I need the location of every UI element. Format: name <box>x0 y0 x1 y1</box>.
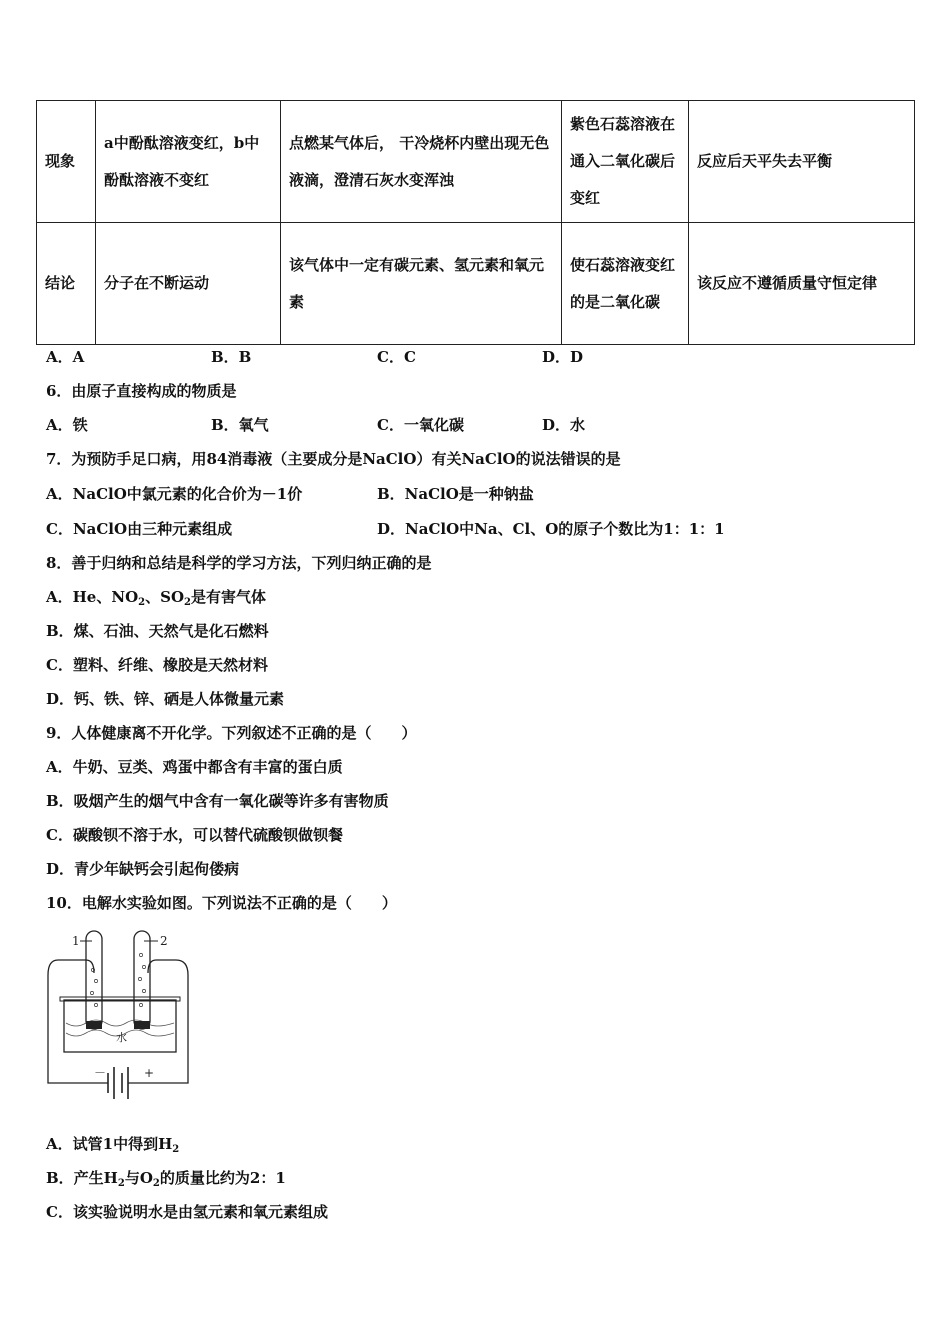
table-cell: 使石蕊溶液变红的是二氧化碳 <box>562 223 689 345</box>
q7-option-a[interactable]: A．NaClO中氯元素的化合价为－1价 <box>46 485 303 503</box>
q9-option-c[interactable]: C．碳酸钡不溶于水，可以替代硫酸钡做钡餐 <box>46 826 343 844</box>
q8-option-a[interactable]: A．He、$NO_2$、$SO_2$是有害气体 <box>46 588 266 608</box>
q6-option-b[interactable]: B．氧气 <box>211 416 269 434</box>
q7-option-c[interactable]: C．NaClO由三种元素组成 <box>46 520 233 538</box>
table-cell: 紫色石蕊溶液在通入二氧化碳后变红 <box>562 101 689 223</box>
electrolysis-diagram <box>46 925 196 1110</box>
q5-option-a[interactable]: A．A <box>46 348 85 366</box>
q10-option-a[interactable]: A．试管1中得到$H_2$ <box>46 1135 180 1155</box>
q5-option-d[interactable]: D．D <box>542 348 584 366</box>
table-row <box>37 223 915 345</box>
tube-2-label: 2 <box>160 934 168 948</box>
table-row <box>37 101 915 223</box>
q7-stem: 7．为预防手足口病，用84消毒液（主要成分是NaClO）有关NaClO的说法错误的是 <box>46 450 621 468</box>
electrode-1 <box>86 1021 102 1029</box>
table-cell: 该气体中一定有碳元素、氢元素和氧元素 <box>281 223 562 345</box>
q8-option-b[interactable]: B．煤、石油、天然气是化石燃料 <box>46 622 269 640</box>
q5-option-c[interactable]: C．C <box>377 348 416 366</box>
q9-option-b[interactable]: B．吸烟产生的烟气中含有一氧化碳等许多有害物质 <box>46 792 389 810</box>
test-tube-2 <box>134 931 150 1029</box>
q8-stem: 8．善于归纳和总结是科学的学习方法，下列归纳正确的是 <box>46 554 432 572</box>
minus-sign: － <box>94 1066 107 1080</box>
table-cell: a中酚酞溶液变红，b中酚酞溶液不变红 <box>96 101 281 223</box>
q8-option-c[interactable]: C．塑料、纤维、橡胶是天然材料 <box>46 656 268 674</box>
table-cell: 反应后天平失去平衡 <box>689 101 915 223</box>
tube-1-label: 1 <box>72 934 80 948</box>
row-label: 结论 <box>37 223 96 345</box>
table-cell: 分子在不断运动 <box>96 223 281 345</box>
electrode-2 <box>134 1021 150 1029</box>
q6-option-a[interactable]: A．铁 <box>46 416 88 434</box>
water-label: 水 <box>116 1031 127 1044</box>
row-label: 现象 <box>37 101 96 223</box>
q7-option-b[interactable]: B．NaClO是一种钠盐 <box>377 485 534 503</box>
q5-option-b[interactable]: B．B <box>211 348 252 366</box>
q9-option-d[interactable]: D．青少年缺钙会引起佝偻病 <box>46 860 240 878</box>
q6-stem: 6．由原子直接构成的物质是 <box>46 382 237 400</box>
q6-option-d[interactable]: D．水 <box>542 416 586 434</box>
q8-option-d[interactable]: D．钙、铁、锌、硒是人体微量元素 <box>46 690 285 708</box>
table-cell: 点燃某气体后， 干冷烧杯内壁出现无色液滴，澄清石灰水变浑浊 <box>281 101 562 223</box>
q10-stem: 10．电解水实验如图。下列说法不正确的是（ ） <box>46 894 397 912</box>
q9-stem: 9．人体健康离不开化学。下列叙述不正确的是（ ） <box>46 724 417 742</box>
q6-option-c[interactable]: C．一氧化碳 <box>377 416 464 434</box>
q7-option-d[interactable]: D．NaClO中Na、Cl、O的原子个数比为1：1：1 <box>377 520 725 538</box>
test-tube-1 <box>86 931 102 1029</box>
q10-option-c[interactable]: C．该实验说明水是由氢元素和氧元素组成 <box>46 1203 328 1221</box>
q9-option-a[interactable]: A．牛奶、豆类、鸡蛋中都含有丰富的蛋白质 <box>46 758 343 776</box>
plus-sign: + <box>144 1066 155 1080</box>
table-cell: 该反应不遵循质量守恒定律 <box>689 223 915 345</box>
q10-option-b[interactable]: B．产生$H_2$与$O_2$的质量比约为2：1 <box>46 1169 286 1189</box>
experiment-table <box>36 100 915 345</box>
